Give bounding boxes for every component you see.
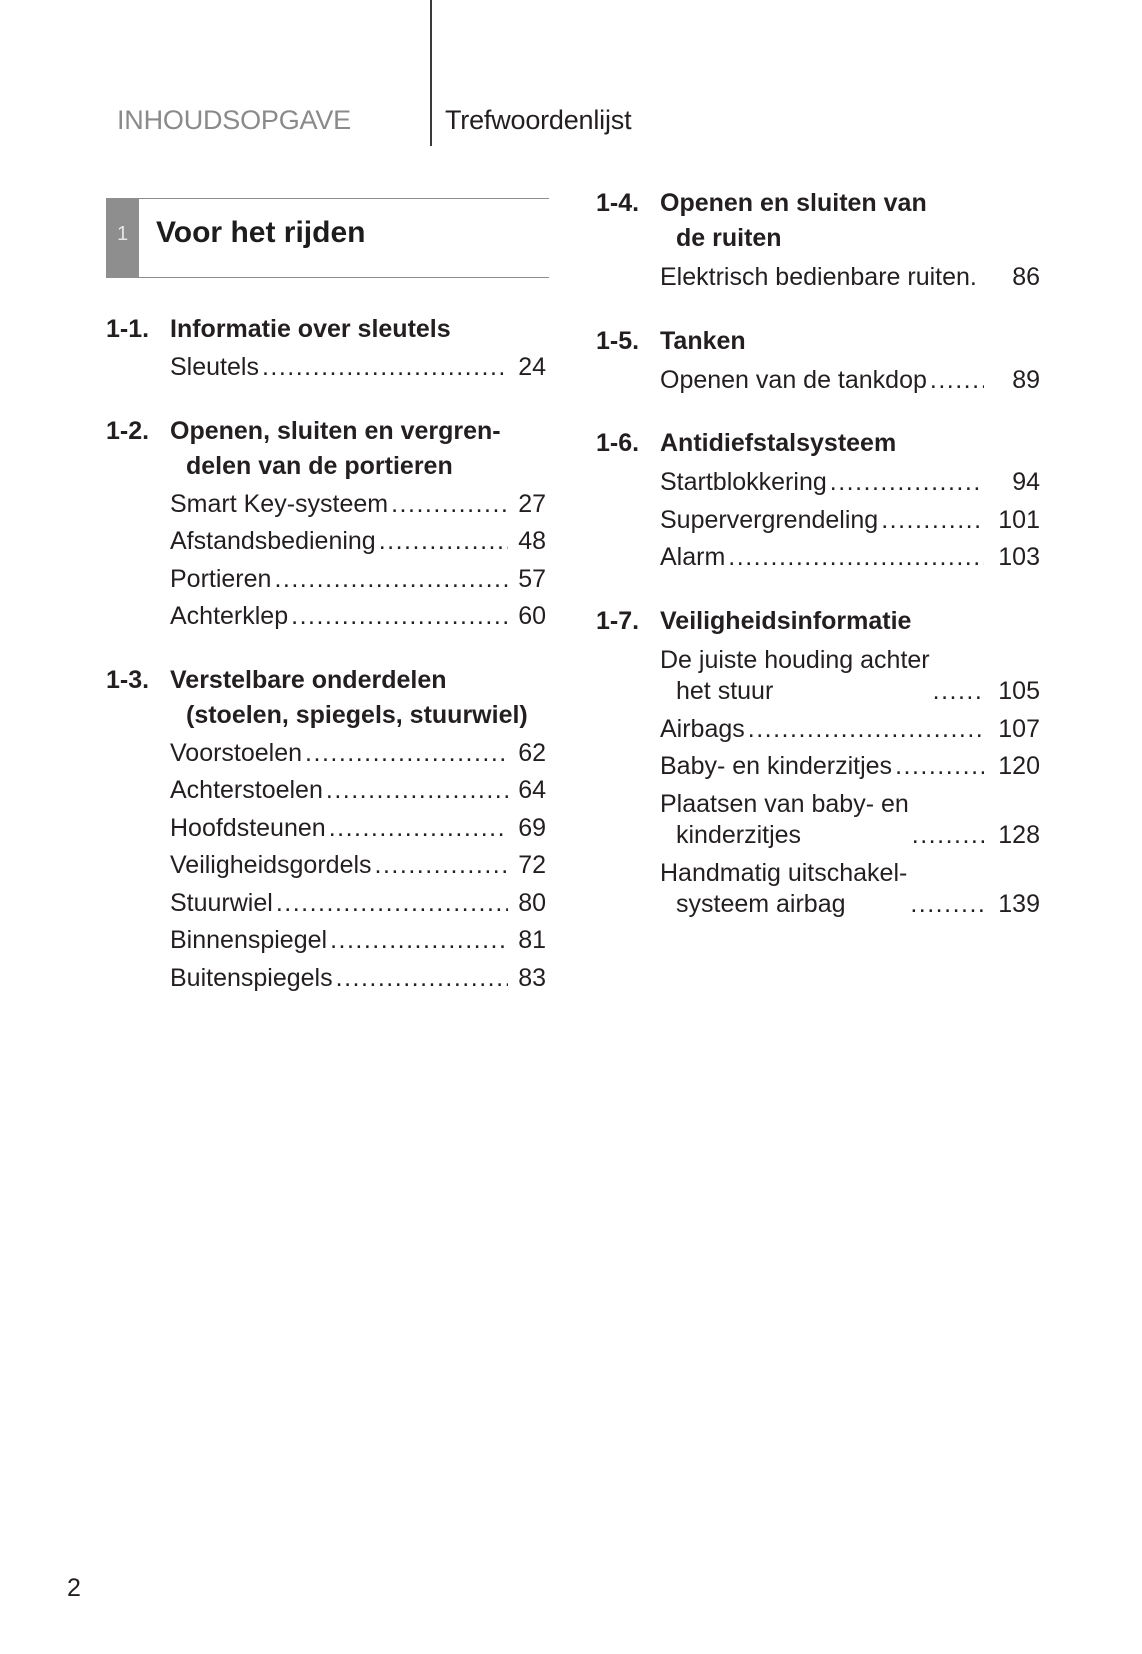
toc-section (596, 324, 1040, 397)
toc-entry[interactable] (106, 352, 546, 384)
toc-entry[interactable] (596, 645, 1040, 708)
entry-page-number: 64 (518, 776, 546, 804)
entry-label-line: Voorstoelen (170, 738, 303, 767)
entry-label-line: Startblokkering (660, 468, 827, 496)
section-title-line: delen van de portieren (186, 451, 453, 480)
section-number: 1-1. (106, 315, 150, 343)
entry-page-number: 80 (518, 888, 546, 917)
entry-label-line: Plaatsen van baby- en (660, 789, 909, 818)
entry-label (170, 850, 372, 882)
entry-page-number: 62 (518, 738, 546, 767)
dot-leader (912, 820, 984, 852)
index-link[interactable]: Trefwoordenlijst (445, 105, 632, 135)
dot-leader (379, 526, 508, 558)
entry-label-line: Achterklep (170, 602, 289, 630)
entry-label (170, 925, 327, 957)
entry-label-line: Alarm (660, 543, 726, 571)
entry-label (170, 738, 302, 770)
toc-entry[interactable] (596, 505, 1040, 537)
toc-entry[interactable] (596, 751, 1040, 783)
entry-label-line: Supervergrendeling (660, 505, 879, 534)
toc-entry[interactable] (106, 813, 546, 845)
dot-leader (728, 542, 984, 574)
toc-section (596, 604, 1040, 921)
entry-page-number: 139 (998, 890, 1040, 918)
section-title (660, 604, 1040, 639)
entry-page-number: 128 (998, 821, 1040, 849)
toc-entry[interactable] (596, 858, 1040, 921)
entry-label (660, 542, 725, 574)
entry-label (660, 365, 927, 397)
entry-page-number: 48 (518, 527, 546, 555)
toc-link[interactable]: INHOUDSOPGAVE (117, 105, 351, 135)
toc-entry[interactable] (106, 850, 546, 882)
entry-label (660, 714, 745, 746)
section-title (660, 324, 1040, 359)
toc-entry[interactable] (106, 526, 546, 558)
toc-left-column (106, 312, 546, 1024)
chapter-title: Voor het rijden (156, 216, 366, 249)
section-title (170, 312, 546, 347)
section-heading[interactable] (596, 186, 1040, 256)
entry-label (170, 888, 273, 920)
entry-label (660, 751, 892, 783)
entry-label-line: Handmatig uitschakel- (660, 858, 908, 887)
section-title-line: Informatie over sleutels (170, 315, 451, 343)
toc-entry[interactable] (106, 738, 546, 770)
dot-leader (375, 850, 509, 882)
section-heading[interactable] (596, 604, 1040, 639)
entry-label-line: De juiste houding achter (660, 645, 930, 674)
dot-leader (830, 467, 984, 499)
entry-label (170, 963, 333, 995)
entry-label-line: Buitenspiegels (170, 963, 333, 992)
entry-page-number: 81 (518, 926, 546, 954)
entry-label (660, 858, 907, 921)
entry-label-line: Openen van de tankdop (660, 365, 927, 394)
dot-leader (262, 352, 508, 384)
dot-leader (933, 676, 984, 708)
entry-page-number: 69 (518, 813, 546, 842)
toc-entry[interactable] (106, 564, 546, 596)
dot-leader (910, 889, 984, 921)
entry-page-number: 94 (1012, 468, 1040, 496)
toc-right-column (596, 186, 1040, 951)
entry-label-line: Smart Key-systeem (170, 489, 389, 518)
dot-leader (274, 564, 508, 596)
entry-page-number: 86 (1012, 263, 1040, 291)
dot-leader (895, 751, 984, 783)
entry-label-line: Portieren (170, 564, 272, 593)
dot-leader (326, 775, 508, 807)
section-heading[interactable] (106, 663, 546, 733)
toc-entry[interactable] (596, 262, 1040, 294)
section-number: 1-7. (596, 606, 640, 635)
toc-section (596, 426, 1040, 574)
entry-page-number: 72 (518, 851, 546, 879)
entry-page-number: 57 (518, 564, 546, 593)
toc-entry[interactable] (596, 714, 1040, 746)
entry-label-line: kinderzitjes (676, 821, 802, 849)
section-title-line: (stoelen, spiegels, stuurwiel) (186, 700, 528, 729)
entry-label-line: systeem airbag (676, 890, 846, 918)
section-heading[interactable] (596, 426, 1040, 461)
section-number: 1-6. (596, 429, 640, 457)
entry-label-line: Afstandsbediening (170, 527, 376, 555)
dot-leader (336, 963, 509, 995)
toc-entry[interactable] (596, 789, 1040, 852)
entry-page-number: 27 (518, 489, 546, 518)
section-number: 1-2. (106, 416, 150, 445)
entry-label-line: Hoofdsteunen (170, 813, 326, 842)
toc-entry[interactable] (106, 925, 546, 957)
toc-entry[interactable] (106, 489, 546, 521)
entry-label (170, 775, 323, 807)
entry-page-number: 107 (998, 714, 1040, 743)
toc-section (106, 414, 546, 633)
section-heading[interactable] (106, 312, 546, 347)
section-title (170, 414, 546, 484)
entry-label (660, 789, 909, 852)
section-heading[interactable] (106, 414, 546, 484)
toc-entry[interactable] (106, 888, 546, 920)
entry-page-number: 89 (1012, 365, 1040, 394)
toc-entry[interactable] (596, 365, 1040, 397)
entry-label (660, 467, 827, 499)
section-title (170, 663, 546, 733)
section-title (660, 426, 1040, 461)
section-heading[interactable] (596, 324, 1040, 359)
toc-entry[interactable] (596, 542, 1040, 574)
entry-label-line: Veiligheidsgordels (170, 851, 372, 879)
entry-label (170, 813, 326, 845)
dot-leader (748, 714, 984, 746)
chapter-number-tab (106, 198, 139, 278)
entry-label (660, 262, 977, 294)
entry-label-line: Stuurwiel (170, 888, 273, 917)
dot-leader (881, 505, 984, 537)
chapter-number: 1 (116, 223, 129, 245)
entry-page-number: 120 (998, 752, 1040, 780)
section-title-line: Tanken (660, 326, 746, 355)
dot-leader (305, 738, 508, 770)
entry-page-number: 24 (518, 353, 546, 381)
entry-label-line: Sleutels (170, 353, 259, 381)
section-title-line: Veiligheidsinformatie (660, 606, 912, 635)
section-number: 1-5. (596, 326, 640, 355)
toc-entry[interactable] (106, 963, 546, 995)
dot-leader (291, 601, 508, 633)
entry-label (170, 601, 288, 633)
toc-entry[interactable] (596, 467, 1040, 499)
entry-label (170, 352, 259, 384)
section-title-line: Antidiefstalsysteem (660, 429, 897, 457)
section-title (660, 186, 1040, 256)
entry-page-number: 103 (998, 543, 1040, 571)
entry-label (170, 564, 271, 596)
entry-label (170, 526, 376, 558)
section-number: 1-3. (106, 665, 150, 694)
dot-leader (329, 813, 509, 845)
entry-label (660, 505, 878, 537)
entry-label-line: Elektrisch bedienbare ruiten. (660, 263, 977, 291)
toc-entry[interactable] (106, 601, 546, 633)
entry-label-line: Baby- en kinderzitjes (660, 752, 893, 780)
section-number: 1-4. (596, 189, 640, 217)
entry-page-number: 60 (518, 602, 546, 630)
entry-label-line: Binnenspiegel (170, 926, 328, 954)
section-title-line: Openen, sluiten en vergren- (170, 416, 501, 445)
entry-page-number: 101 (998, 505, 1040, 534)
entry-label (170, 489, 388, 521)
entry-label-line: Airbags (660, 714, 745, 743)
toc-section (596, 186, 1040, 294)
dot-leader (276, 888, 508, 920)
dot-leader (391, 489, 508, 521)
section-title-line: Verstelbare onderdelen (170, 665, 447, 694)
page-number: 2 (67, 1574, 81, 1602)
entry-label-line: Achterstoelen (170, 776, 323, 804)
toc-section (106, 312, 546, 384)
dot-leader (330, 925, 508, 957)
section-title-line: Openen en sluiten van (660, 189, 927, 217)
header-divider (430, 0, 432, 146)
toc-entry[interactable] (106, 775, 546, 807)
entry-label-line: het stuur (676, 677, 774, 705)
entry-page-number: 105 (998, 677, 1040, 705)
toc-section (106, 663, 546, 995)
dot-leader (930, 365, 984, 397)
chapter-heading (106, 198, 549, 278)
section-title-line: de ruiten (676, 224, 782, 252)
entry-page-number: 83 (518, 963, 546, 992)
entry-label (660, 645, 930, 708)
